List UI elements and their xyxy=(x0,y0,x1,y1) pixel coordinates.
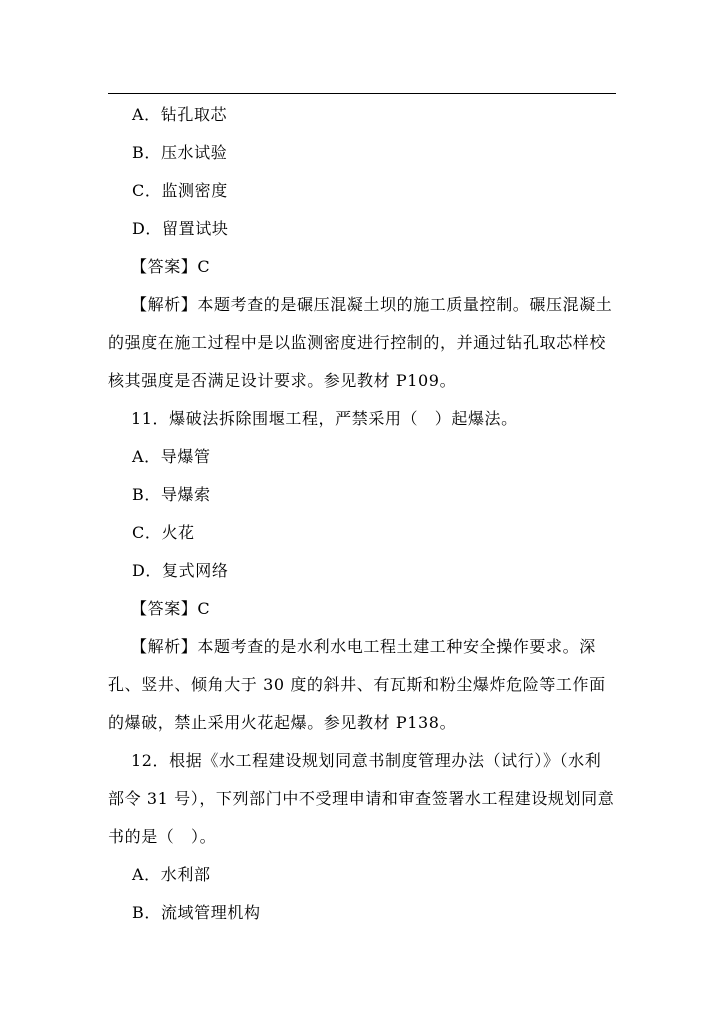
option-d-q10: D．留置试块 xyxy=(132,219,229,238)
option-b-q12: B．流域管理机构 xyxy=(132,903,261,922)
option-b-q10: B．压水试验 xyxy=(132,143,228,162)
question-12: 12．根据《水工程建设规划同意书制度管理办法（试行）》（水利部令 31 号），下列部门中不受理申请和审查签署水工程建设规划同意书的是（ ）。 xyxy=(108,751,615,846)
header-rule xyxy=(108,93,616,94)
analysis-q10: 【解析】本题考查的是碾压混凝土坝的施工质量控制。碾压混凝土的强度在施工过程中是以监测密度进行控制的，并通过钻孔取芯样校核其强度是否满足设计要求。参见教材 P109。 xyxy=(108,295,613,390)
option-c-q10: C．监测密度 xyxy=(132,181,228,200)
option-a-q12: A．水利部 xyxy=(132,865,211,884)
answer-q11: 【答案】C xyxy=(131,599,211,618)
option-b-q11: B．导爆索 xyxy=(132,485,211,504)
option-d-q11: D．复式网络 xyxy=(132,561,229,580)
option-c-q11: C．火花 xyxy=(132,523,195,542)
answer-q10: 【答案】C xyxy=(131,257,211,276)
option-a-q11: A．导爆管 xyxy=(132,447,211,466)
analysis-q11: 【解析】本题考查的是水利水电工程土建工种安全操作要求。深孔、竖井、倾角大于 30 度的斜井、有瓦斯和粉尘爆炸危险等工作面的爆破，禁止采用火花起爆。参见教材 P138。 xyxy=(108,637,606,732)
option-a-q10: A．钻孔取芯 xyxy=(132,105,228,124)
document-body xyxy=(108,96,616,932)
question-11: 11．爆破法拆除围堰工程，严禁采用（ ）起爆法。 xyxy=(131,409,518,428)
